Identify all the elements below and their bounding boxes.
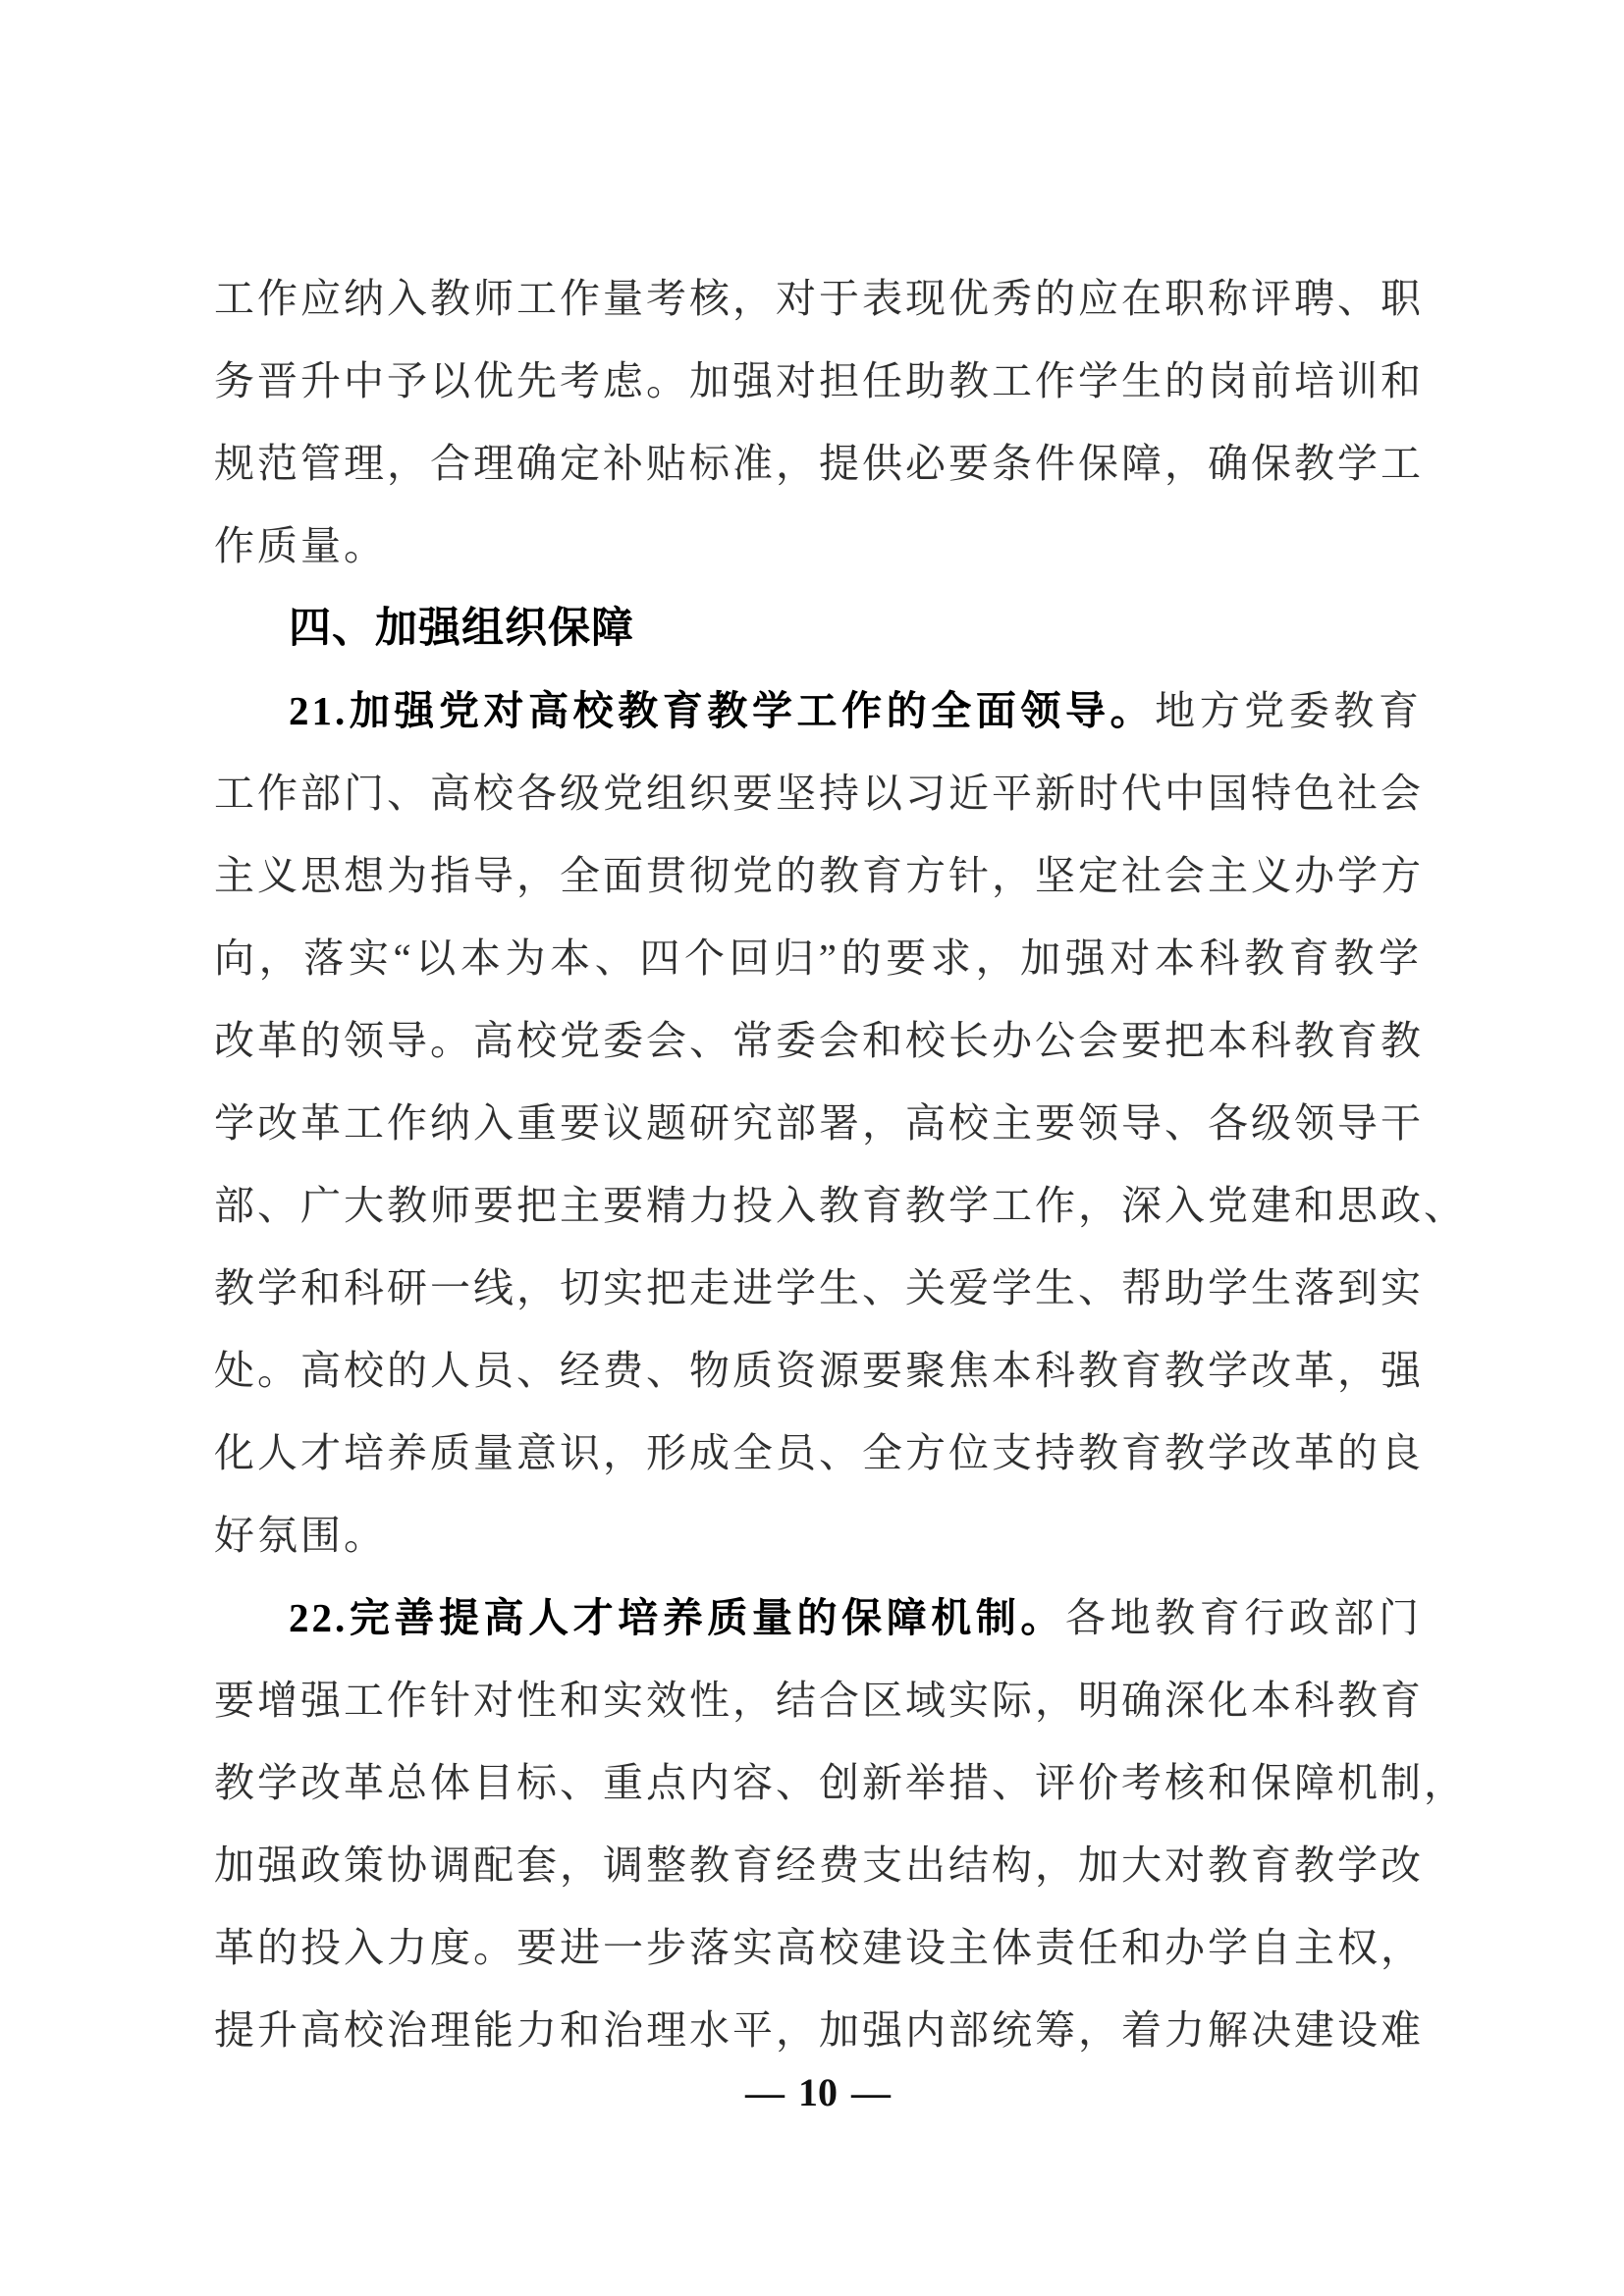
- footer-right-dash: —: [851, 2070, 891, 2114]
- line-text: 各地教育行政部门: [1065, 1595, 1423, 1640]
- text-line: 规范管理，合理确定补贴标准，提供必要条件保障，确保教学工: [214, 441, 1424, 486]
- text-line: 工作应纳入教师工作量考核，对于表现优秀的应在职称评聘、职: [214, 276, 1424, 321]
- text-line: 教学改革总体目标、重点内容、创新举措、评价考核和保障机制，: [214, 1760, 1467, 1805]
- text-line: 部、广大教师要把主要精力投入教育教学工作，深入党建和思政、: [214, 1183, 1467, 1228]
- text-line: [214, 669, 1422, 752]
- document-content: [214, 257, 1467, 2071]
- numbered-point-lead: 22.完善提高人才培养质量的保障机制。: [289, 1595, 1065, 1640]
- text-line: 向，落实“以本为本、四个回归”的要求，加强对本科教育教学: [214, 935, 1422, 981]
- text-line: 革的投入力度。要进一步落实高校建设主体责任和办学自主权，: [214, 1925, 1424, 1970]
- text-line: 提升高校治理能力和治理水平，加强内部统筹，着力解决建设难: [214, 2007, 1424, 2053]
- text-line: 改革的领导。高校党委会、常委会和校长办公会要把本科教育教: [214, 1018, 1424, 1063]
- line-text: 地方党委教育: [1155, 688, 1423, 733]
- text-line: 作质量。: [214, 523, 387, 568]
- text-line: 好氛围。: [214, 1513, 387, 1558]
- text-line: 化人才培养质量意识，形成全员、全方位支持教育教学改革的良: [214, 1430, 1424, 1475]
- text-line: 工作部门、高校各级党组织要坚持以习近平新时代中国特色社会: [214, 771, 1424, 816]
- text-line: 处。高校的人员、经费、物质资源要聚焦本科教育教学改革，强: [214, 1348, 1424, 1393]
- text-line: 加强政策协调配套，调整教育经费支出结构，加大对教育教学改: [214, 1842, 1424, 1888]
- text-line: 学改革工作纳入重要议题研究部署，高校主要领导、各级领导干: [214, 1100, 1424, 1146]
- page-number: 10: [798, 2070, 838, 2114]
- text-line: [214, 1576, 1422, 1659]
- text-line: 务晋升中予以优先考虑。加强对担任助教工作学生的岗前培训和: [214, 358, 1424, 403]
- section-heading: 四、加强组织保障: [289, 605, 634, 652]
- text-line: 主义思想为指导，全面贯彻党的教育方针，坚定社会主义办学方: [214, 853, 1424, 898]
- numbered-point-lead: 21.加强党对高校教育教学工作的全面领导。: [289, 688, 1156, 733]
- text-line: 教学和科研一线，切实把走进学生、关爱学生、帮助学生落到实: [214, 1265, 1424, 1310]
- text-line: 要增强工作针对性和实效性，结合区域实际，明确深化本科教育: [214, 1678, 1424, 1723]
- page-footer: [214, 2065, 1422, 2120]
- footer-left-dash: —: [745, 2070, 785, 2114]
